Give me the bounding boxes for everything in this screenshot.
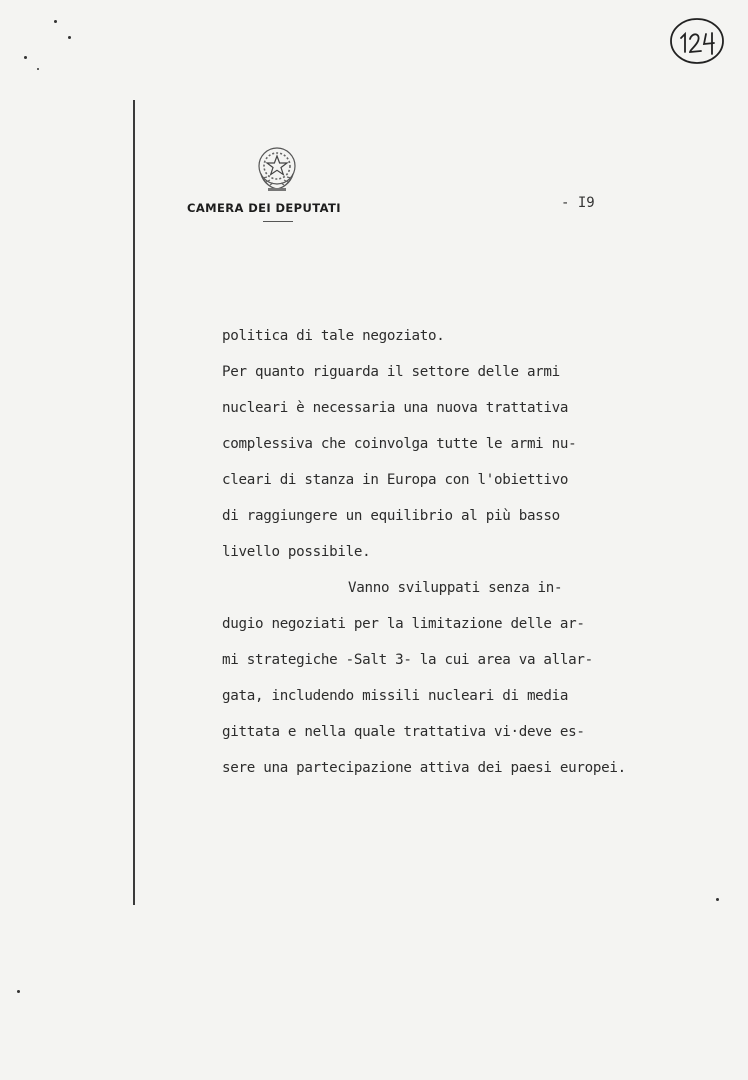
scan-speck: [17, 990, 20, 993]
text-line: nucleari è necessaria una nuova trattativa: [222, 400, 569, 416]
margin-line: [133, 100, 135, 905]
scan-speck: [54, 20, 57, 23]
text-line: dugio negoziati per la limitazione delle ar-: [222, 616, 585, 632]
scan-speck: [37, 68, 39, 70]
scan-speck: [716, 898, 719, 901]
text-line: livello possibile.: [222, 544, 371, 560]
text-line: Vanno sviluppati senza in-: [348, 580, 563, 596]
body-text: [222, 318, 702, 786]
handwritten-folio-drawing: [668, 14, 726, 68]
text-line: cleari di stanza in Europa con l'obiettivo: [222, 472, 569, 488]
scan-speck: [68, 36, 71, 39]
scan-speck: [24, 56, 27, 59]
italian-republic-emblem-icon: [254, 144, 300, 194]
text-line: gata, includendo missili nucleari di media: [222, 688, 569, 704]
text-line: Per quanto riguarda il settore delle armi: [222, 364, 560, 380]
text-line: sere una partecipazione attiva dei paesi europei.: [222, 760, 626, 776]
text-line: politica di tale negoziato.: [222, 328, 445, 344]
page-number: - I9: [561, 195, 595, 211]
text-line: di raggiungere un equilibrio al più basso: [222, 508, 560, 524]
text-line: gittata e nella quale trattativa vi·deve es-: [222, 724, 585, 740]
handwritten-folio-mark: [668, 14, 726, 68]
text-line: complessiva che coinvolga tutte le armi nu-: [222, 436, 577, 452]
header-underline: [263, 221, 293, 222]
text-line: mi strategiche -Salt 3- la cui area va allar-: [222, 652, 593, 668]
institution-header: CAMERA DEI DEPUTATI: [187, 201, 341, 215]
